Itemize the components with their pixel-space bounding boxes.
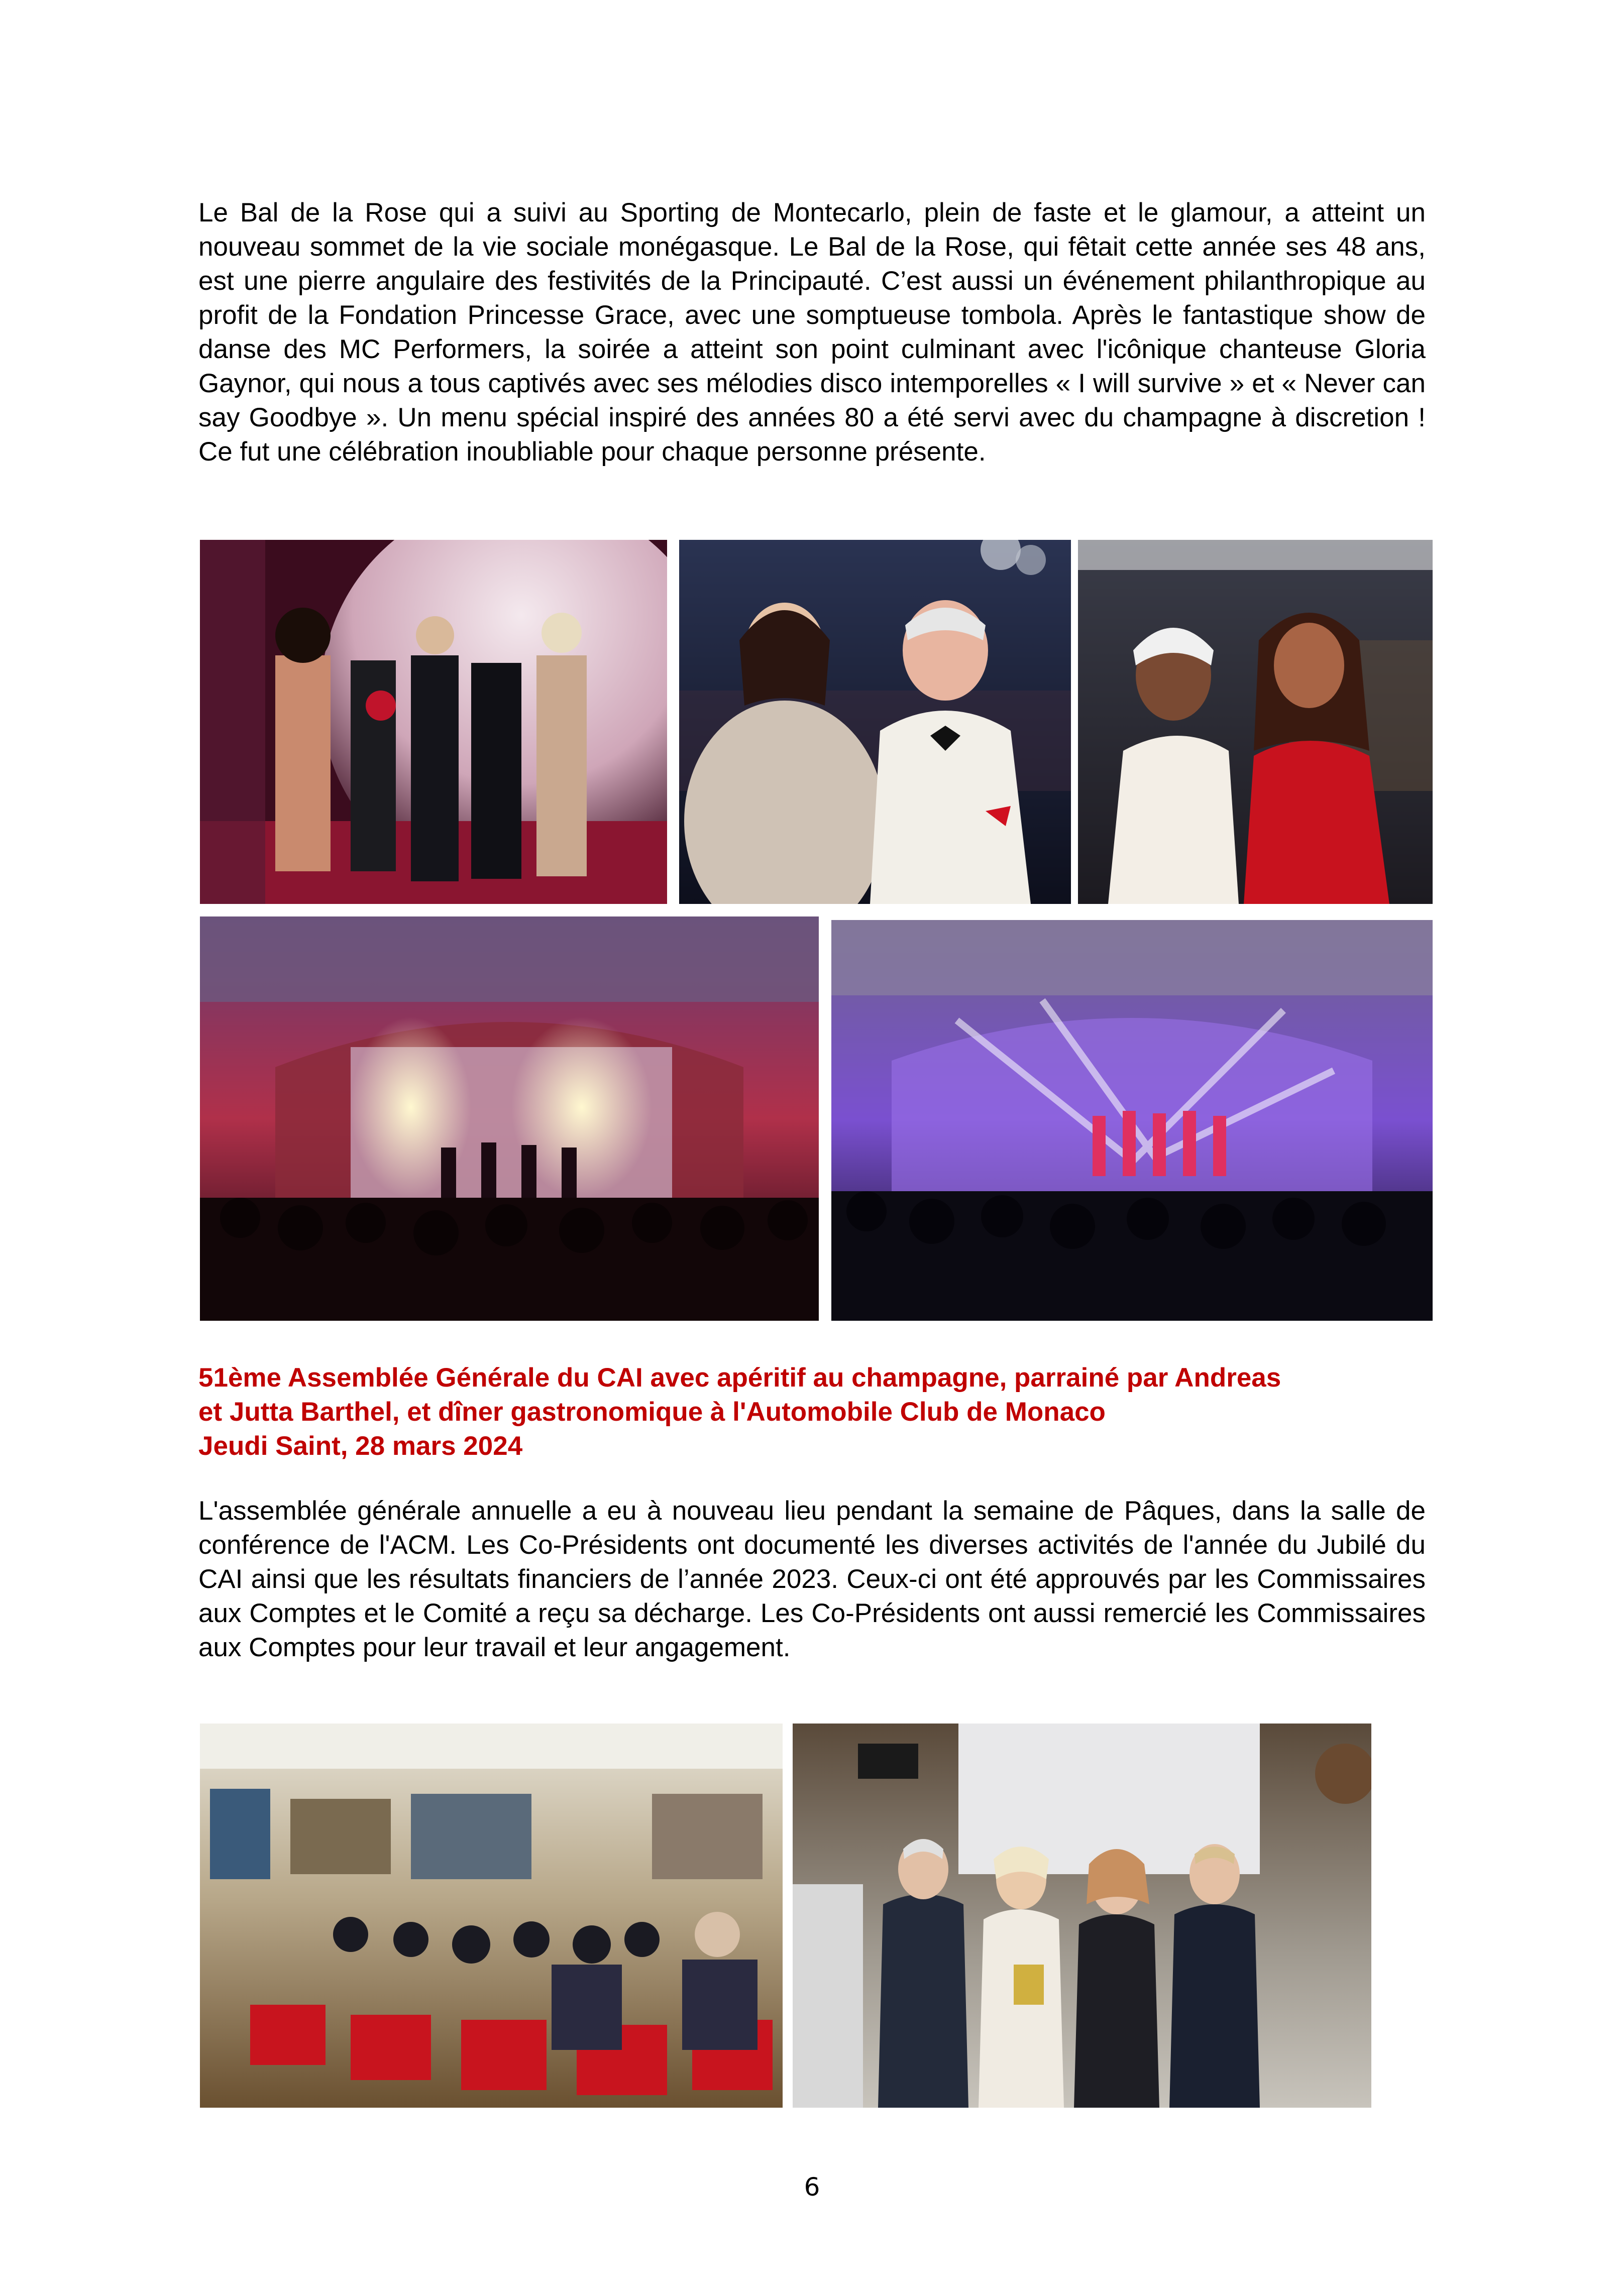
photo-assembly-audience [200, 1724, 783, 2108]
assemblee-heading [198, 1361, 1434, 1463]
page-number: 6 [804, 2172, 820, 2202]
bal-de-la-rose-paragraph: Le Bal de la Rose qui a suivi au Sporting de Montecarlo, plein de faste et le glamour, a atteint un nouveau sommet de la vie sociale monégasque. Le Bal de la Rose, qui fêtait cette année ses 48 ans, est une pierre angulaire des festivités de la Principauté. C’est aussi un événement philanthropique au profit de la Fondation Princesse Grace, avec une somptueuse tombola. Après le fantastique show de danse des MC Performers, la soirée a atteint son point culminant avec l'icônique chanteuse Gloria Gaynor, qui nous a tous captivés avec ses mélodies disco intemporelles « I will survive » et « Never can say Goodbye ». Un menu spécial inspiré des années 80 a été servi avec du champagne à discretion ! Ce fut une célébration inoubliable pour chaque personne présente. [198, 198, 1426, 467]
photo-two-women-gala [1078, 540, 1433, 904]
heading-line-1: 51ème Assemblée Générale du CAI avec apéritif au champagne, parrainé par Andreas [198, 1363, 1281, 1393]
photo-royal-guests-stage [200, 540, 667, 904]
photo-co-presidents [793, 1724, 1371, 2108]
photo-couple-gala [679, 540, 1071, 904]
photo-stage-show-red [200, 916, 819, 1321]
heading-line-2: et Jutta Barthel, et dîner gastronomique à l'Automobile Club de Monaco [198, 1397, 1106, 1427]
assemblee-paragraph: L'assemblée générale annuelle a eu à nouveau lieu pendant la semaine de Pâques, dans la salle de conférence de l'ACM. Les Co-Présidents ont documenté les diverses activités de l'année du Jubilé du CAI ainsi que les résultats financiers de l’année 2023. Ceux-ci ont été approuvés par les Commissaires aux Comptes et le Comité a reçu sa décharge. Les Co-Présidents ont aussi remercié les Commissaires aux Comptes pour leur travail et leur angagement. [198, 1496, 1426, 1662]
photo-stage-show-blue [831, 920, 1433, 1321]
heading-line-3: Jeudi Saint, 28 mars 2024 [198, 1431, 523, 1461]
